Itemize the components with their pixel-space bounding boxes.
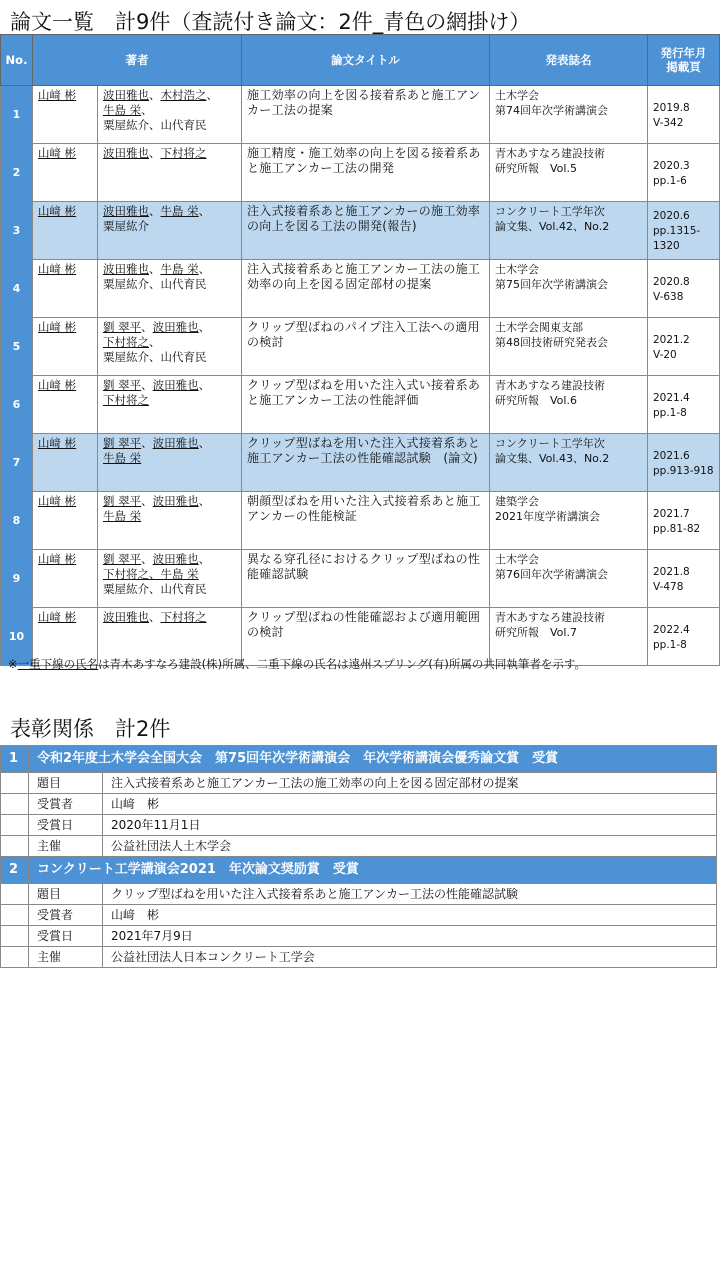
- papers-table: [0, 34, 720, 666]
- paper-pub: [648, 608, 720, 666]
- co-author-name: 波田雅也: [103, 262, 149, 276]
- venue-line: 第74回年次学術講演会: [495, 104, 608, 117]
- pub-date: 2019.8: [653, 101, 690, 114]
- pub-date: 2021.8: [653, 565, 690, 578]
- first-author: [33, 318, 98, 376]
- pub-pages: pp.1-6: [653, 174, 687, 187]
- paper-title: 注入式接着系あと施工アンカー工法の施工効率の向上を図る固定部材の提案: [242, 260, 490, 318]
- venue-line: 研究所報 Vol.5: [495, 162, 577, 175]
- co-author-name: 木村浩之: [160, 88, 207, 102]
- paper-pub: [648, 376, 720, 434]
- paper-pub: [648, 492, 720, 550]
- co-author-name: 牛島 栄: [160, 204, 199, 218]
- award-value: 山﨑 彬: [103, 794, 717, 815]
- co-author-name: 波田雅也: [152, 494, 199, 508]
- header-pub: [648, 35, 720, 86]
- co-author-name: 粟屋紘介、山代育民: [103, 350, 207, 364]
- award-name: コンクリート工学講演会2021 年次論文奨励賞 受賞: [29, 857, 717, 884]
- row-number: 7: [1, 434, 33, 492]
- co-author-name: 下村将之、牛島 栄: [103, 567, 199, 581]
- first-author: [33, 202, 98, 260]
- pub-pages: pp.1315-1320: [653, 225, 701, 252]
- venue-line: コンクリート工学年次: [495, 205, 605, 218]
- paper-title: 施工精度・施工効率の向上を図る接着系あと施工アンカー工法の開発: [242, 144, 490, 202]
- author-separator: 、: [149, 146, 161, 160]
- page-title: 論文一覧 計9件（査読付き論文：2件_青色の網掛け）: [10, 10, 531, 34]
- co-author-name: 下村将之: [160, 146, 207, 160]
- author-separator: 、: [198, 204, 211, 218]
- award-detail-row: [1, 884, 717, 905]
- award-spacer: [1, 815, 29, 836]
- table-row: [1, 86, 720, 144]
- co-author-name: 牛島 栄: [103, 103, 142, 117]
- first-author-name: 山﨑 彬: [38, 436, 77, 450]
- paper-title: 注入式接着系あと施工アンカーの施工効率の向上を図る工法の開発(報告): [242, 202, 490, 260]
- table-row: [1, 434, 720, 492]
- co-author-name: 波田雅也: [152, 320, 199, 334]
- table-row: [1, 144, 720, 202]
- paper-pub: [648, 260, 720, 318]
- table-row: [1, 376, 720, 434]
- co-author-name: 劉 翠平: [103, 320, 142, 334]
- award-spacer: [1, 884, 29, 905]
- co-author-name: 波田雅也: [152, 378, 199, 392]
- co-author-name: 波田雅也: [103, 610, 149, 624]
- first-author-name: 山﨑 彬: [38, 552, 77, 566]
- co-author-name: 劉 翠平: [103, 378, 142, 392]
- co-authors: [98, 260, 242, 318]
- row-number: 4: [1, 260, 33, 318]
- paper-pub: [648, 318, 720, 376]
- co-authors: [98, 318, 242, 376]
- first-author-name: 山﨑 彬: [38, 320, 77, 334]
- paper-title: 異なる穿孔径におけるクリップ型ばねの性能確認試験: [242, 550, 490, 608]
- award-detail-row: [1, 794, 717, 815]
- venue-line: 青木あすなろ建設技術: [495, 147, 605, 160]
- paper-venue: [490, 144, 648, 202]
- award-detail-row: [1, 926, 717, 947]
- co-author-name: 下村将之: [103, 335, 149, 349]
- first-author-name: 山﨑 彬: [38, 378, 77, 392]
- table-row: [1, 492, 720, 550]
- paper-title: クリップ型ばねのパイプ注入工法への適用の検討: [242, 318, 490, 376]
- paper-pub: [648, 86, 720, 144]
- award-header-row: [1, 857, 717, 884]
- row-number: 10: [1, 608, 33, 666]
- award-label: 題目: [29, 884, 103, 905]
- footnote: [8, 656, 586, 672]
- award-number: 2: [1, 857, 29, 884]
- pub-pages: V-638: [653, 290, 684, 303]
- paper-venue: [490, 202, 648, 260]
- author-separator: 、: [149, 262, 161, 276]
- award-value: クリップ型ばねを用いた注入式接着系あと施工アンカー工法の性能確認試験: [103, 884, 717, 905]
- author-separator: 、: [141, 103, 153, 117]
- author-separator: 、: [198, 262, 211, 276]
- paper-title: 朝顔型ばねを用いた注入式接着系あと施工アンカーの性能検証: [242, 492, 490, 550]
- awards-table: [0, 745, 717, 968]
- author-separator: 、: [141, 378, 153, 392]
- awards-title: 表彰関係 計2件: [10, 717, 171, 741]
- venue-line: 研究所報 Vol.6: [495, 394, 577, 407]
- award-label: 受賞日: [29, 815, 103, 836]
- co-author-name: 牛島 栄: [160, 262, 199, 276]
- row-number: 5: [1, 318, 33, 376]
- first-author-name: 山﨑 彬: [38, 204, 77, 218]
- author-separator: 、: [149, 610, 161, 624]
- row-number: 3: [1, 202, 33, 260]
- author-separator: 、: [198, 494, 211, 508]
- paper-title: クリップ型ばねを用いた注入式い接着系あと施工アンカー工法の性能評価: [242, 376, 490, 434]
- first-author-name: 山﨑 彬: [38, 610, 77, 624]
- award-value: 2021年7月9日: [103, 926, 717, 947]
- header-pub-year: 発行年月: [660, 46, 707, 60]
- award-spacer: [1, 947, 29, 968]
- paper-venue: [490, 376, 648, 434]
- co-author-name: 粟屋紘介: [103, 219, 149, 233]
- table-row: [1, 550, 720, 608]
- co-author-name: 劉 翠平: [103, 552, 142, 566]
- co-author-name: 波田雅也: [152, 552, 199, 566]
- author-separator: 、: [198, 320, 211, 334]
- author-separator: 、: [141, 494, 153, 508]
- header-authors: 著者: [33, 35, 242, 86]
- footnote-text: は青木あすなろ建設(株)所属、二重下線の氏名は遠州スプリング(有)所属の共同執筆者を示す。: [98, 657, 586, 671]
- first-author: [33, 376, 98, 434]
- first-author: [33, 86, 98, 144]
- venue-line: 青木あすなろ建設技術: [495, 379, 605, 392]
- first-author: [33, 434, 98, 492]
- paper-pub: [648, 434, 720, 492]
- row-number: 2: [1, 144, 33, 202]
- co-author-name: 波田雅也: [103, 88, 149, 102]
- table-row: [1, 202, 720, 260]
- footnote-underlined: 一重下線の氏名: [17, 657, 99, 671]
- pub-pages: pp.81-82: [653, 522, 701, 535]
- award-detail-row: [1, 836, 717, 857]
- co-author-name: 波田雅也: [103, 204, 149, 218]
- award-value: 公益社団法人日本コンクリート工学会: [103, 947, 717, 968]
- pub-date: 2020.8: [653, 275, 690, 288]
- row-number: 9: [1, 550, 33, 608]
- author-separator: 、: [198, 552, 211, 566]
- co-author-name: 粟屋紘介、山代育民: [103, 118, 207, 132]
- award-spacer: [1, 926, 29, 947]
- pub-date: 2021.6: [653, 449, 690, 462]
- author-separator: 、: [141, 552, 153, 566]
- award-detail-row: [1, 773, 717, 794]
- footnote-prefix: ※: [8, 657, 18, 671]
- pub-date: 2022.4: [653, 623, 690, 636]
- award-header-row: [1, 746, 717, 773]
- venue-line: コンクリート工学年次: [495, 437, 605, 450]
- pub-pages: V-342: [653, 116, 684, 129]
- co-author-name: 牛島 栄: [103, 451, 142, 465]
- venue-line: 土木学会: [495, 263, 539, 276]
- paper-title: 施工効率の向上を図る接着系あと施工アンカー工法の提案: [242, 86, 490, 144]
- venue-line: 第76回年次学術講演会: [495, 568, 608, 581]
- co-authors: [98, 86, 242, 144]
- paper-venue: [490, 86, 648, 144]
- paper-venue: [490, 550, 648, 608]
- table-row: [1, 318, 720, 376]
- award-label: 受賞者: [29, 905, 103, 926]
- award-spacer: [1, 836, 29, 857]
- author-separator: 、: [198, 436, 211, 450]
- co-authors: [98, 550, 242, 608]
- pub-pages: pp.913-918: [653, 464, 714, 477]
- author-separator: 、: [141, 436, 153, 450]
- first-author-name: 山﨑 彬: [38, 262, 77, 276]
- venue-line: 土木学会: [495, 553, 539, 566]
- paper-pub: [648, 144, 720, 202]
- venue-line: 2021年度学術講演会: [495, 510, 600, 523]
- award-spacer: [1, 794, 29, 815]
- pub-date: 2020.3: [653, 159, 690, 172]
- award-value: 公益社団法人土木学会: [103, 836, 717, 857]
- paper-title: クリップ型ばねの性能確認および適用範囲の検討: [242, 608, 490, 666]
- award-name: 令和2年度土木学会全国大会 第75回年次学術講演会 年次学術講演会優秀論文賞 受賞: [29, 746, 717, 773]
- co-authors: [98, 434, 242, 492]
- co-author-name: 牛島 栄: [103, 509, 142, 523]
- paper-venue: [490, 434, 648, 492]
- author-separator: 、: [198, 378, 211, 392]
- first-author: [33, 260, 98, 318]
- venue-line: 論文集、Vol.43、No.2: [495, 452, 610, 465]
- paper-pub: [648, 202, 720, 260]
- header-title: 論文タイトル: [242, 35, 490, 86]
- paper-venue: [490, 492, 648, 550]
- header-venue: 発表誌名: [490, 35, 648, 86]
- table-row: [1, 260, 720, 318]
- co-authors: [98, 492, 242, 550]
- author-separator: 、: [149, 335, 161, 349]
- co-authors: [98, 202, 242, 260]
- co-author-name: 劉 翠平: [103, 436, 142, 450]
- venue-line: 第48回技術研究発表会: [495, 336, 608, 349]
- award-value: 山﨑 彬: [103, 905, 717, 926]
- pub-pages: V-478: [653, 580, 684, 593]
- first-author-name: 山﨑 彬: [38, 494, 77, 508]
- award-label: 受賞者: [29, 794, 103, 815]
- award-detail-row: [1, 815, 717, 836]
- award-value: 2020年11月1日: [103, 815, 717, 836]
- pub-date: 2020.6: [653, 210, 690, 222]
- venue-line: 土木学会関東支部: [495, 321, 583, 334]
- pub-pages: V-20: [653, 348, 677, 361]
- co-author-name: 粟屋紘介、山代育民: [103, 582, 207, 596]
- venue-line: 第75回年次学術講演会: [495, 278, 608, 291]
- pub-date: 2021.4: [653, 391, 690, 404]
- venue-line: 論文集、Vol.42、No.2: [495, 220, 610, 233]
- paper-venue: [490, 260, 648, 318]
- pub-pages: pp.1-8: [653, 406, 687, 419]
- pub-date: 2021.7: [653, 507, 690, 520]
- pub-pages: pp.1-8: [653, 638, 687, 651]
- paper-title: クリップ型ばねを用いた注入式接着系あと施工アンカー工法の性能確認試験 (論文): [242, 434, 490, 492]
- author-separator: 、: [141, 320, 153, 334]
- venue-line: 研究所報 Vol.7: [495, 626, 577, 639]
- first-author: [33, 144, 98, 202]
- co-author-name: 波田雅也: [152, 436, 199, 450]
- award-value: 注入式接着系あと施工アンカー工法の施工効率の向上を図る固定部材の提案: [103, 773, 717, 794]
- award-number: 1: [1, 746, 29, 773]
- co-author-name: 下村将之: [160, 610, 207, 624]
- first-author: [33, 550, 98, 608]
- row-number: 1: [1, 86, 33, 144]
- award-label: 主催: [29, 836, 103, 857]
- venue-line: 青木あすなろ建設技術: [495, 611, 605, 624]
- first-author-name: 山﨑 彬: [38, 146, 77, 160]
- first-author: [33, 492, 98, 550]
- first-author-name: 山﨑 彬: [38, 88, 77, 102]
- venue-line: 土木学会: [495, 89, 539, 102]
- header-no: No.: [1, 35, 33, 86]
- co-author-name: 下村将之: [103, 393, 149, 407]
- award-label: 受賞日: [29, 926, 103, 947]
- paper-pub: [648, 550, 720, 608]
- award-spacer: [1, 905, 29, 926]
- co-author-name: 波田雅也: [103, 146, 149, 160]
- pub-date: 2021.2: [653, 333, 690, 346]
- author-separator: 、: [149, 88, 161, 102]
- venue-line: 建築学会: [495, 495, 539, 508]
- header-pub-page: 掲載頁: [666, 60, 701, 74]
- award-detail-row: [1, 905, 717, 926]
- co-author-name: 劉 翠平: [103, 494, 142, 508]
- award-label: 題目: [29, 773, 103, 794]
- co-authors: [98, 376, 242, 434]
- award-spacer: [1, 773, 29, 794]
- award-label: 主催: [29, 947, 103, 968]
- paper-venue: [490, 318, 648, 376]
- co-author-name: 粟屋紘介、山代育民: [103, 277, 207, 291]
- row-number: 6: [1, 376, 33, 434]
- author-separator: 、: [149, 204, 161, 218]
- author-separator: 、: [206, 88, 218, 102]
- award-detail-row: [1, 947, 717, 968]
- row-number: 8: [1, 492, 33, 550]
- co-authors: [98, 144, 242, 202]
- papers-header-row: [1, 35, 720, 86]
